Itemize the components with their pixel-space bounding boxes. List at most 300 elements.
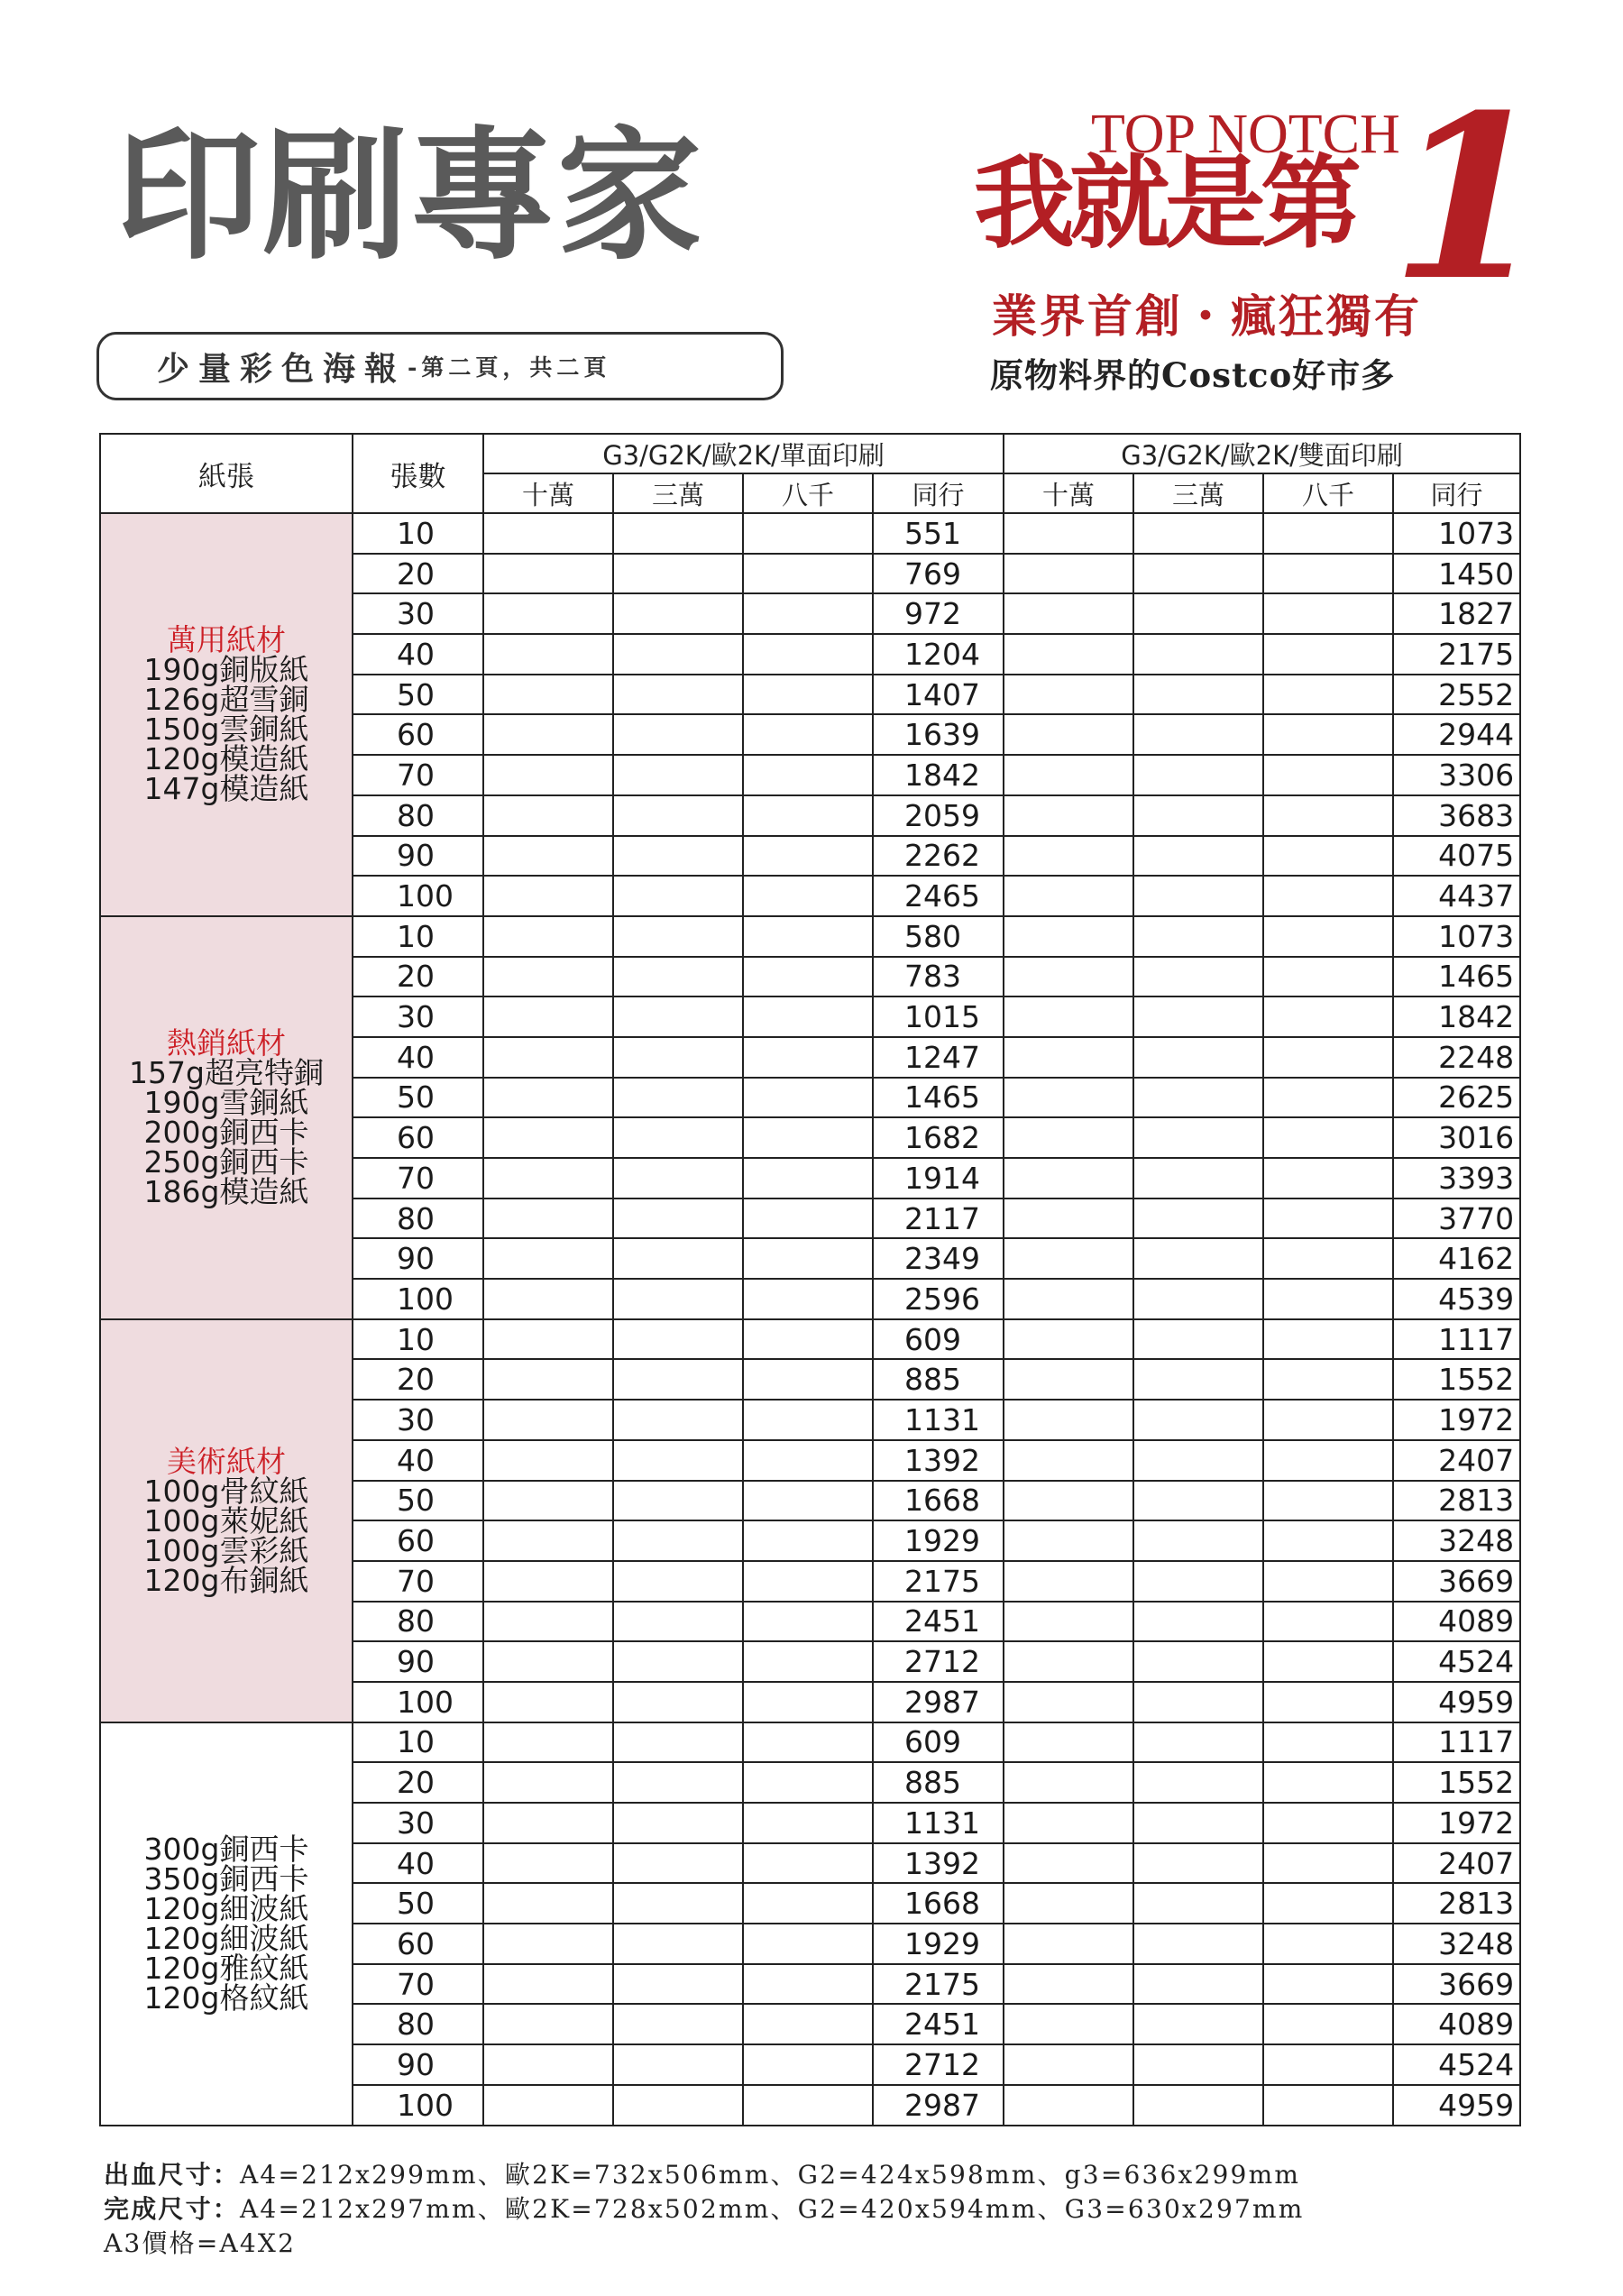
single-side-empty-cell [743, 1279, 873, 1319]
single-side-empty-cell [483, 1682, 613, 1722]
quantity-cell: 100 [353, 1682, 483, 1722]
double-side-empty-cell [1004, 916, 1133, 957]
double-side-trade-price: 2813 [1393, 1481, 1520, 1521]
brand-logo [974, 65, 1547, 408]
single-side-empty-cell [743, 1158, 873, 1199]
single-side-trade-price: 2262 [873, 836, 1004, 877]
single-side-empty-cell [743, 1199, 873, 1239]
single-side-empty-cell [743, 1520, 873, 1561]
double-side-empty-cell [1133, 1400, 1263, 1440]
single-side-trade-price: 2987 [873, 2085, 1004, 2126]
single-side-empty-cell [613, 1037, 743, 1078]
double-side-empty-cell [1263, 1520, 1393, 1561]
double-side-trade-price: 3683 [1393, 795, 1520, 836]
double-side-empty-cell [1263, 675, 1393, 715]
paper-group-cell [100, 916, 353, 1319]
double-side-empty-cell [1263, 1641, 1393, 1682]
single-side-empty-cell [483, 996, 613, 1037]
quantity-cell: 90 [353, 1238, 483, 1279]
paper-name: 100g骨紋紙 [143, 1473, 309, 1509]
slogan-costco: 原物料界的Costco好市多 [990, 355, 1396, 395]
double-side-empty-cell [1004, 1400, 1133, 1440]
single-side-trade-price: 2175 [873, 1561, 1004, 1602]
single-side-empty-cell [743, 1440, 873, 1481]
paper-name: 120g模造紙 [143, 741, 309, 777]
double-side-trade-price: 4089 [1393, 2004, 1520, 2044]
single-side-empty-cell [613, 1481, 743, 1521]
price-table-body [100, 513, 1520, 2126]
double-side-empty-cell [1263, 1883, 1393, 1924]
single-side-trade-price: 1929 [873, 1924, 1004, 1964]
double-side-empty-cell [1263, 1238, 1393, 1279]
single-side-trade-price: 1842 [873, 755, 1004, 795]
single-side-empty-cell [743, 836, 873, 877]
single-side-empty-cell [483, 675, 613, 715]
paper-name: 100g萊妮紙 [143, 1502, 309, 1538]
double-side-empty-cell [1263, 714, 1393, 755]
double-side-empty-cell [1004, 714, 1133, 755]
single-side-trade-price: 1668 [873, 1883, 1004, 1924]
quantity-cell: 10 [353, 916, 483, 957]
double-side-empty-cell [1133, 795, 1263, 836]
single-side-empty-cell [613, 554, 743, 594]
paper-name: 157g超亮特銅 [129, 1055, 324, 1091]
double-side-trade-price: 1073 [1393, 513, 1520, 554]
paper-name: 120g雅紋紙 [143, 1951, 309, 1987]
single-side-empty-cell [613, 1843, 743, 1884]
single-side-empty-cell [483, 957, 613, 997]
double-side-empty-cell [1263, 1843, 1393, 1884]
single-side-empty-cell [743, 634, 873, 675]
table-row [100, 1722, 1520, 1763]
quantity-cell: 10 [353, 513, 483, 554]
double-side-empty-cell [1004, 2004, 1133, 2044]
paper-name: 190g銅版紙 [143, 652, 309, 688]
quantity-cell: 80 [353, 795, 483, 836]
double-side-empty-cell [1133, 916, 1263, 957]
double-side-empty-cell [1133, 1843, 1263, 1884]
table-row [100, 916, 1520, 957]
double-side-trade-price: 2248 [1393, 1037, 1520, 1078]
single-side-empty-cell [613, 1359, 743, 1400]
single-side-empty-cell [483, 513, 613, 554]
double-side-trade-price: 1117 [1393, 1319, 1520, 1360]
single-side-trade-price: 1929 [873, 1520, 1004, 1561]
quantity-cell: 50 [353, 1481, 483, 1521]
double-side-empty-cell [1004, 1359, 1133, 1400]
header-double-trade: 同行 [1393, 473, 1520, 513]
double-side-trade-price: 4539 [1393, 1279, 1520, 1319]
double-side-empty-cell [1263, 1602, 1393, 1642]
quantity-cell: 60 [353, 1117, 483, 1158]
double-side-empty-cell [1004, 593, 1133, 634]
double-side-empty-cell [1004, 2085, 1133, 2126]
subtitle-main: 少量彩色海報 [157, 349, 407, 388]
single-side-empty-cell [483, 1440, 613, 1481]
single-side-empty-cell [743, 996, 873, 1037]
double-side-trade-price: 2552 [1393, 675, 1520, 715]
single-side-empty-cell [743, 1641, 873, 1682]
double-side-empty-cell [1133, 1078, 1263, 1118]
quantity-cell: 40 [353, 1440, 483, 1481]
double-side-empty-cell [1263, 1964, 1393, 2005]
table-row [100, 1319, 1520, 1360]
single-side-empty-cell [743, 957, 873, 997]
single-side-trade-price: 972 [873, 593, 1004, 634]
single-side-empty-cell [613, 996, 743, 1037]
top-notch-text: TOP NOTCH [1091, 104, 1400, 165]
double-side-empty-cell [1004, 1481, 1133, 1521]
single-side-empty-cell [483, 554, 613, 594]
quantity-cell: 80 [353, 1602, 483, 1642]
single-side-trade-price: 2059 [873, 795, 1004, 836]
double-side-trade-price: 1117 [1393, 1722, 1520, 1763]
double-side-empty-cell [1263, 1319, 1393, 1360]
double-side-trade-price: 4075 [1393, 836, 1520, 877]
single-side-trade-price: 1407 [873, 675, 1004, 715]
paper-name: 350g銅西卡 [143, 1861, 309, 1897]
single-side-trade-price: 2712 [873, 1641, 1004, 1682]
double-side-trade-price: 1827 [1393, 593, 1520, 634]
footnote-finished: 完成尺寸：A4=212x297mm、歐2K=728x502mm、G2=420x594mm、G3=630x297mm [104, 2194, 1305, 2224]
double-side-empty-cell [1263, 996, 1393, 1037]
header-single-30k: 三萬 [613, 473, 743, 513]
footnote-a3: A3價格=A4X2 [104, 2228, 297, 2258]
single-side-empty-cell [613, 675, 743, 715]
paper-name: 200g銅西卡 [143, 1115, 309, 1151]
double-side-empty-cell [1263, 593, 1393, 634]
double-side-empty-cell [1133, 1117, 1263, 1158]
paper-category-label: 熱銷紙材 [167, 1025, 286, 1061]
double-side-empty-cell [1133, 513, 1263, 554]
double-side-trade-price: 1972 [1393, 1803, 1520, 1843]
quantity-cell: 80 [353, 1199, 483, 1239]
double-side-trade-price: 3248 [1393, 1520, 1520, 1561]
double-side-empty-cell [1263, 1158, 1393, 1199]
single-side-empty-cell [743, 513, 873, 554]
double-side-empty-cell [1133, 876, 1263, 916]
double-side-empty-cell [1004, 675, 1133, 715]
single-side-empty-cell [743, 1400, 873, 1440]
double-side-empty-cell [1133, 1762, 1263, 1803]
single-side-empty-cell [613, 714, 743, 755]
double-side-empty-cell [1133, 714, 1263, 755]
double-side-empty-cell [1133, 957, 1263, 997]
double-side-empty-cell [1004, 795, 1133, 836]
double-side-empty-cell [1004, 1722, 1133, 1763]
single-side-trade-price: 609 [873, 1319, 1004, 1360]
double-side-empty-cell [1133, 593, 1263, 634]
double-side-trade-price: 1465 [1393, 957, 1520, 997]
quantity-cell: 90 [353, 2044, 483, 2085]
single-side-empty-cell [613, 1762, 743, 1803]
double-side-empty-cell [1004, 1199, 1133, 1239]
single-side-empty-cell [483, 1924, 613, 1964]
double-side-empty-cell [1133, 2044, 1263, 2085]
single-side-empty-cell [483, 1843, 613, 1884]
double-side-empty-cell [1133, 1722, 1263, 1763]
double-side-empty-cell [1263, 2004, 1393, 2044]
double-side-empty-cell [1133, 1359, 1263, 1400]
single-side-empty-cell [483, 1400, 613, 1440]
double-side-empty-cell [1004, 513, 1133, 554]
double-side-trade-price: 2813 [1393, 1883, 1520, 1924]
double-side-empty-cell [1133, 1481, 1263, 1521]
slogan-sub: 業界首創・瘋狂獨有 [992, 289, 1422, 343]
single-side-empty-cell [613, 795, 743, 836]
single-side-empty-cell [483, 836, 613, 877]
double-side-empty-cell [1133, 1279, 1263, 1319]
single-side-empty-cell [613, 1117, 743, 1158]
single-side-trade-price: 1465 [873, 1078, 1004, 1118]
double-side-empty-cell [1133, 1319, 1263, 1360]
single-side-empty-cell [743, 1117, 873, 1158]
single-side-empty-cell [483, 1199, 613, 1239]
double-side-empty-cell [1263, 1561, 1393, 1602]
quantity-cell: 90 [353, 1641, 483, 1682]
paper-group-cell [100, 1722, 353, 2126]
double-side-empty-cell [1133, 1641, 1263, 1682]
double-side-empty-cell [1263, 1682, 1393, 1722]
paper-name: 120g布銅紙 [143, 1562, 309, 1598]
single-side-empty-cell [483, 1319, 613, 1360]
double-side-empty-cell [1263, 634, 1393, 675]
single-side-empty-cell [613, 1964, 743, 2005]
single-side-empty-cell [743, 916, 873, 957]
double-side-empty-cell [1133, 836, 1263, 877]
single-side-empty-cell [613, 1238, 743, 1279]
double-side-empty-cell [1263, 1199, 1393, 1239]
single-side-empty-cell [613, 836, 743, 877]
double-side-empty-cell [1133, 1520, 1263, 1561]
double-side-empty-cell [1133, 2085, 1263, 2126]
single-side-empty-cell [483, 593, 613, 634]
double-side-empty-cell [1004, 1037, 1133, 1078]
double-side-trade-price: 4524 [1393, 1641, 1520, 1682]
double-side-trade-price: 2175 [1393, 634, 1520, 675]
quantity-cell: 100 [353, 1279, 483, 1319]
header-single-side: G3/G2K/歐2K/單面印刷 [483, 434, 1004, 473]
single-side-empty-cell [743, 593, 873, 634]
double-side-trade-price: 4437 [1393, 876, 1520, 916]
single-side-empty-cell [613, 1158, 743, 1199]
double-side-trade-price: 1842 [1393, 996, 1520, 1037]
header-single-trade: 同行 [873, 473, 1004, 513]
single-side-empty-cell [483, 2004, 613, 2044]
quantity-cell: 30 [353, 1803, 483, 1843]
single-side-trade-price: 1131 [873, 1803, 1004, 1843]
double-side-empty-cell [1133, 675, 1263, 715]
double-side-trade-price: 3770 [1393, 1199, 1520, 1239]
single-side-empty-cell [743, 1481, 873, 1521]
single-side-empty-cell [743, 2085, 873, 2126]
single-side-empty-cell [483, 1037, 613, 1078]
single-side-empty-cell [483, 1520, 613, 1561]
double-side-trade-price: 3669 [1393, 1561, 1520, 1602]
double-side-trade-price: 1972 [1393, 1400, 1520, 1440]
single-side-empty-cell [613, 1602, 743, 1642]
single-side-trade-price: 2712 [873, 2044, 1004, 2085]
single-side-empty-cell [483, 1762, 613, 1803]
double-side-empty-cell [1004, 1602, 1133, 1642]
single-side-empty-cell [613, 1722, 743, 1763]
double-side-empty-cell [1263, 876, 1393, 916]
single-side-empty-cell [483, 1238, 613, 1279]
double-side-empty-cell [1004, 634, 1133, 675]
quantity-cell: 20 [353, 1762, 483, 1803]
quantity-cell: 20 [353, 1359, 483, 1400]
single-side-empty-cell [743, 1359, 873, 1400]
double-side-empty-cell [1133, 1158, 1263, 1199]
single-side-empty-cell [483, 1158, 613, 1199]
double-side-empty-cell [1004, 1964, 1133, 2005]
single-side-empty-cell [483, 916, 613, 957]
single-side-empty-cell [483, 1561, 613, 1602]
double-side-trade-price: 1073 [1393, 916, 1520, 957]
quantity-cell: 60 [353, 1520, 483, 1561]
single-side-trade-price: 2465 [873, 876, 1004, 916]
single-side-trade-price: 2117 [873, 1199, 1004, 1239]
single-side-empty-cell [743, 1803, 873, 1843]
double-side-empty-cell [1263, 1078, 1393, 1118]
double-side-empty-cell [1004, 1158, 1133, 1199]
single-side-empty-cell [613, 593, 743, 634]
single-side-empty-cell [613, 1682, 743, 1722]
single-side-empty-cell [483, 1722, 613, 1763]
double-side-trade-price: 2944 [1393, 714, 1520, 755]
double-side-empty-cell [1133, 1238, 1263, 1279]
double-side-trade-price: 4959 [1393, 1682, 1520, 1722]
double-side-trade-price: 3248 [1393, 1924, 1520, 1964]
single-side-empty-cell [483, 2044, 613, 2085]
quantity-cell: 80 [353, 2004, 483, 2044]
paper-name: 150g雲銅紙 [143, 712, 309, 748]
double-side-empty-cell [1004, 1682, 1133, 1722]
double-side-trade-price: 3306 [1393, 755, 1520, 795]
double-side-empty-cell [1263, 795, 1393, 836]
single-side-empty-cell [743, 1037, 873, 1078]
table-row [100, 513, 1520, 554]
double-side-empty-cell [1263, 2044, 1393, 2085]
single-side-empty-cell [613, 1561, 743, 1602]
quantity-cell: 60 [353, 1924, 483, 1964]
slogan-number-one: 1 [1390, 65, 1547, 330]
single-side-empty-cell [613, 1440, 743, 1481]
price-table [99, 433, 1521, 2126]
single-side-trade-price: 1914 [873, 1158, 1004, 1199]
single-side-empty-cell [483, 634, 613, 675]
double-side-empty-cell [1004, 2044, 1133, 2085]
single-side-trade-price: 2451 [873, 2004, 1004, 2044]
double-side-empty-cell [1133, 1440, 1263, 1481]
double-side-empty-cell [1263, 1722, 1393, 1763]
single-side-empty-cell [613, 1319, 743, 1360]
single-side-empty-cell [613, 1279, 743, 1319]
quantity-cell: 100 [353, 2085, 483, 2126]
double-side-trade-price: 1450 [1393, 554, 1520, 594]
double-side-trade-price: 4959 [1393, 2085, 1520, 2126]
single-side-trade-price: 551 [873, 513, 1004, 554]
single-side-empty-cell [613, 2004, 743, 2044]
single-side-trade-price: 1131 [873, 1400, 1004, 1440]
double-side-trade-price: 1552 [1393, 1762, 1520, 1803]
single-side-trade-price: 580 [873, 916, 1004, 957]
quantity-cell: 70 [353, 1964, 483, 2005]
double-side-empty-cell [1263, 957, 1393, 997]
double-side-empty-cell [1133, 634, 1263, 675]
double-side-empty-cell [1004, 1319, 1133, 1360]
single-side-empty-cell [743, 714, 873, 755]
double-side-empty-cell [1004, 1561, 1133, 1602]
double-side-empty-cell [1133, 1602, 1263, 1642]
double-side-empty-cell [1004, 755, 1133, 795]
double-side-empty-cell [1133, 1682, 1263, 1722]
double-side-trade-price: 4162 [1393, 1238, 1520, 1279]
paper-name: 147g模造紙 [143, 771, 309, 807]
quantity-cell: 40 [353, 634, 483, 675]
double-side-trade-price: 4524 [1393, 2044, 1520, 2085]
single-side-empty-cell [613, 755, 743, 795]
paper-name: 100g雲彩紙 [143, 1532, 309, 1568]
slogan-main: 我就是第 [974, 144, 1356, 262]
single-side-empty-cell [483, 1117, 613, 1158]
single-side-trade-price: 1682 [873, 1117, 1004, 1158]
double-side-empty-cell [1004, 1279, 1133, 1319]
double-side-empty-cell [1004, 1440, 1133, 1481]
single-side-empty-cell [743, 1238, 873, 1279]
header-double-100k: 十萬 [1004, 473, 1133, 513]
single-side-trade-price: 2987 [873, 1682, 1004, 1722]
single-side-trade-price: 1392 [873, 1843, 1004, 1884]
single-side-trade-price: 2175 [873, 1964, 1004, 2005]
single-side-empty-cell [613, 1199, 743, 1239]
double-side-empty-cell [1004, 554, 1133, 594]
quantity-cell: 50 [353, 675, 483, 715]
single-side-empty-cell [743, 1682, 873, 1722]
double-side-empty-cell [1133, 1924, 1263, 1964]
single-side-trade-price: 1015 [873, 996, 1004, 1037]
paper-name: 300g銅西卡 [143, 1832, 309, 1868]
paper-group-cell [100, 1319, 353, 1722]
quantity-cell: 10 [353, 1722, 483, 1763]
single-side-empty-cell [483, 1279, 613, 1319]
single-side-empty-cell [483, 1359, 613, 1400]
single-side-empty-cell [743, 795, 873, 836]
quantity-cell: 20 [353, 957, 483, 997]
double-side-empty-cell [1133, 1561, 1263, 1602]
single-side-empty-cell [613, 2044, 743, 2085]
footnotes [104, 2158, 1305, 2261]
double-side-empty-cell [1263, 916, 1393, 957]
header-paper: 紙張 [100, 434, 353, 513]
single-side-empty-cell [743, 1602, 873, 1642]
quantity-cell: 30 [353, 593, 483, 634]
quantity-cell: 90 [353, 836, 483, 877]
paper-name: 126g超雪銅 [143, 682, 309, 718]
single-side-empty-cell [613, 1924, 743, 1964]
double-side-empty-cell [1133, 1199, 1263, 1239]
single-side-empty-cell [483, 1964, 613, 2005]
paper-name: 120g格紋紙 [143, 1980, 309, 2016]
double-side-empty-cell [1263, 755, 1393, 795]
double-side-trade-price: 2407 [1393, 1440, 1520, 1481]
quantity-cell: 20 [353, 554, 483, 594]
subtitle-box [96, 332, 784, 400]
single-side-trade-price: 885 [873, 1359, 1004, 1400]
double-side-empty-cell [1004, 1117, 1133, 1158]
single-side-empty-cell [483, 795, 613, 836]
single-side-trade-price: 769 [873, 554, 1004, 594]
